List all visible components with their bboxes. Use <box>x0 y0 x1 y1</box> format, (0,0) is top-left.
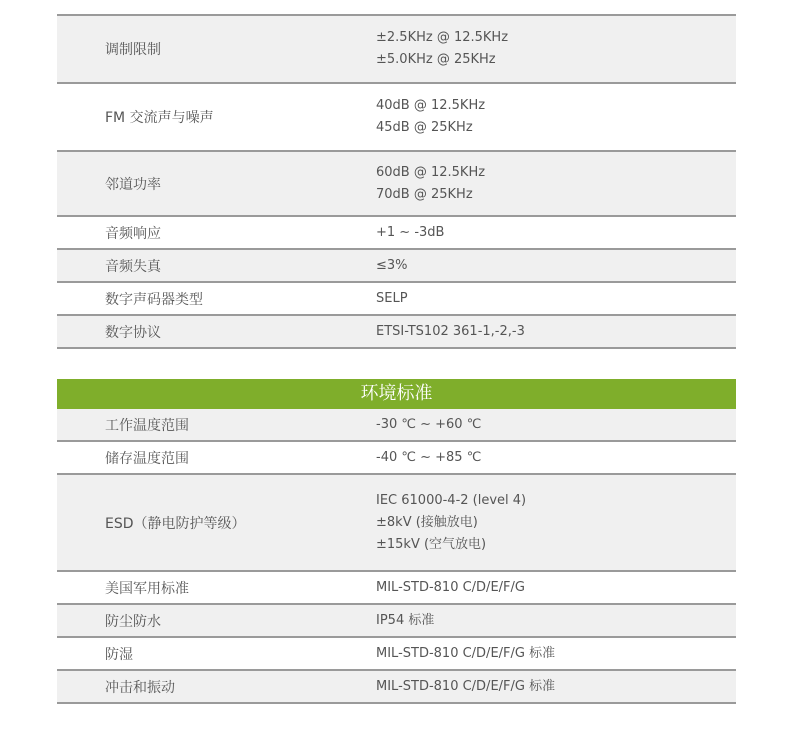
row-value <box>329 414 736 436</box>
table-row <box>57 316 736 349</box>
row-value <box>329 162 736 206</box>
value-line: MIL-STD-810 C/D/E/F/G <box>376 579 525 595</box>
row-label: 美国军用标准 <box>105 580 189 597</box>
row-value <box>329 288 736 310</box>
row-label: 数字协议 <box>105 324 161 341</box>
row-value <box>329 447 736 469</box>
table-row <box>57 16 736 84</box>
row-label: 储存温度范围 <box>105 450 189 467</box>
value-line: 40dB @ 12.5KHz <box>376 98 486 113</box>
section-title-band: 环境标准 <box>57 379 736 409</box>
table-row <box>57 283 736 316</box>
row-label: ESD（静电防护等级） <box>105 515 246 532</box>
table-row <box>57 475 736 572</box>
table-row <box>57 572 736 605</box>
row-value <box>329 27 736 71</box>
row-label: 数字声码器类型 <box>105 291 203 308</box>
table-row <box>57 442 736 475</box>
row-label: 冲击和振动 <box>105 679 175 696</box>
value-line: -40 ℃ ~ +85 ℃ <box>376 449 482 465</box>
value-line: 45dB @ 25KHz <box>376 120 473 135</box>
spec-table-1 <box>57 16 736 349</box>
value-line: +1 ~ -3dB <box>376 224 445 240</box>
row-label: 工作温度范围 <box>105 417 189 434</box>
row-value <box>329 255 736 277</box>
value-line: IEC 61000-4-2 (level 4) <box>376 492 527 508</box>
value-line: ±5.0KHz @ 25KHz <box>376 52 496 67</box>
table-row <box>57 605 736 638</box>
table-row <box>57 152 736 217</box>
row-value <box>329 610 736 632</box>
value-line: IP54 标准 <box>376 612 435 628</box>
row-value <box>329 95 736 139</box>
value-line: 70dB @ 25KHz <box>376 186 473 202</box>
value-line: ±8kV (接触放电) <box>376 514 478 530</box>
value-line: ±2.5KHz @ 12.5KHz <box>376 30 509 45</box>
value-line: ±15kV (空气放电) <box>376 536 487 552</box>
row-label: FM 交流声与噪声 <box>105 110 214 126</box>
row-label: 邻道功率 <box>105 176 161 193</box>
value-line: ETSI-TS102 361-1,-2,-3 <box>376 323 525 339</box>
value-line: SELP <box>376 290 408 306</box>
table-row <box>57 84 736 152</box>
value-line: MIL-STD-810 C/D/E/F/G 标准 <box>376 645 556 661</box>
row-label: 防湿 <box>105 646 133 663</box>
row-value <box>329 676 736 698</box>
table-row <box>57 409 736 442</box>
row-value <box>329 222 736 244</box>
table-row <box>57 638 736 671</box>
row-label: 音频响应 <box>105 225 161 242</box>
row-label: 音频失真 <box>105 258 161 275</box>
row-value <box>329 490 736 556</box>
spec-table-2 <box>57 409 736 704</box>
value-line: 60dB @ 12.5KHz <box>376 164 486 180</box>
value-line: -30 ℃ ~ +60 ℃ <box>376 416 482 432</box>
table-row <box>57 217 736 250</box>
row-value <box>329 321 736 343</box>
value-line: ≤3% <box>376 257 408 273</box>
row-value <box>329 577 736 599</box>
value-line: MIL-STD-810 C/D/E/F/G 标准 <box>376 678 556 694</box>
row-label: 防尘防水 <box>105 613 161 630</box>
row-label: 调制限制 <box>105 42 161 58</box>
table-row <box>57 671 736 704</box>
table-row <box>57 250 736 283</box>
row-value <box>329 643 736 665</box>
